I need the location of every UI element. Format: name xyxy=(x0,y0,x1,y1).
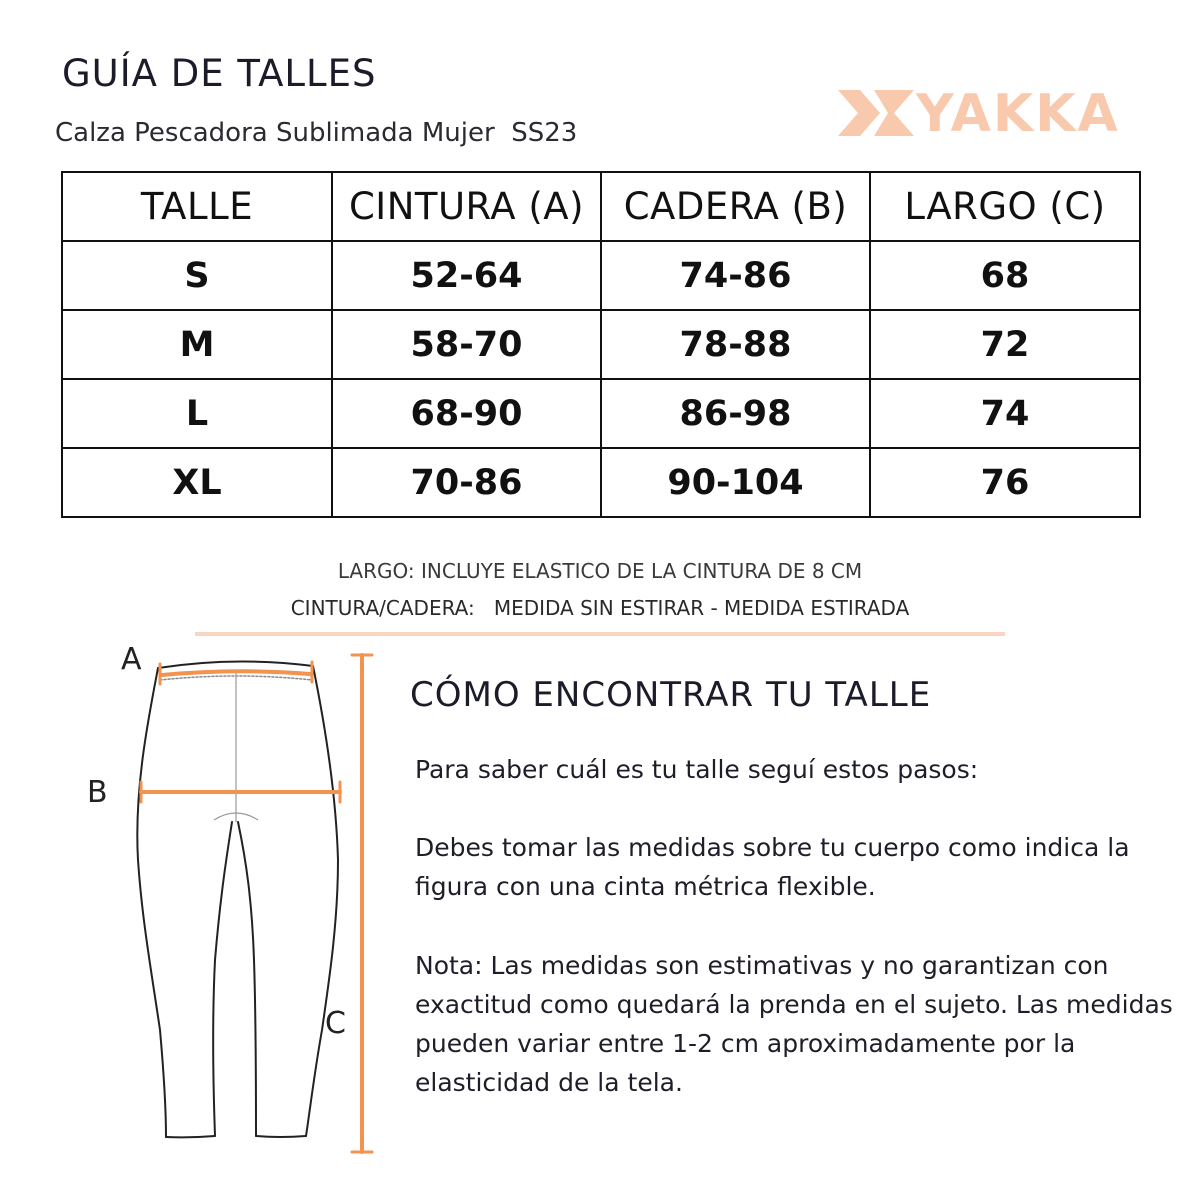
cell-talle: XL xyxy=(62,448,332,517)
guide-intro: Para saber cuál es tu talle seguí estos pasos: xyxy=(415,755,979,784)
page-title: GUÍA DE TALLES xyxy=(62,52,377,95)
guide-step: Debes tomar las medidas sobre tu cuerpo como indica la figura con una cinta métrica flexible. xyxy=(415,833,1130,901)
measure-note: CINTURA/CADERA: MEDIDA SIN ESTIRAR - MEDIDA ESTIRADA xyxy=(290,596,910,620)
cell-cadera: 90-104 xyxy=(601,448,870,517)
cell-talle: L xyxy=(62,379,332,448)
product-subtitle: Calza Pescadora Sublimada Mujer SS23 xyxy=(55,118,578,148)
cell-largo: 74 xyxy=(870,379,1140,448)
cell-cadera: 86-98 xyxy=(601,379,870,448)
header-cadera: CADERA (B) xyxy=(601,172,870,241)
length-note: LARGO: INCLUYE ELASTICO DE LA CINTURA DE 8 CM xyxy=(337,559,863,583)
header-largo: LARGO (C) xyxy=(870,172,1140,241)
cell-cadera: 74-86 xyxy=(601,241,870,310)
cell-largo: 72 xyxy=(870,310,1140,379)
header-cintura: CINTURA (A) xyxy=(332,172,601,241)
yakka-logo-icon xyxy=(838,90,918,136)
label-a: A xyxy=(121,642,142,677)
guide-note: Nota: Las medidas son estimativas y no garantizan con exactitud como quedará la prenda en el sujeto. Las medidas pueden variar entre 1-2 cm aproximadamente por la elasticidad de la tela. xyxy=(415,951,1173,1097)
brand-logo-text: YAKKA xyxy=(916,84,1120,144)
label-b: B xyxy=(87,775,108,810)
cell-cintura: 52-64 xyxy=(332,241,601,310)
cell-cintura: 68-90 xyxy=(332,379,601,448)
header-talle: TALLE xyxy=(62,172,332,241)
cell-largo: 76 xyxy=(870,448,1140,517)
cell-cintura: 70-86 xyxy=(332,448,601,517)
cell-talle: S xyxy=(62,241,332,310)
guide-title: CÓMO ENCONTRAR TU TALLE xyxy=(410,675,932,715)
cell-cadera: 78-88 xyxy=(601,310,870,379)
leggings-diagram xyxy=(0,0,420,1200)
cell-cintura: 58-70 xyxy=(332,310,601,379)
cell-largo: 68 xyxy=(870,241,1140,310)
cell-talle: M xyxy=(62,310,332,379)
label-c: C xyxy=(325,1006,346,1041)
